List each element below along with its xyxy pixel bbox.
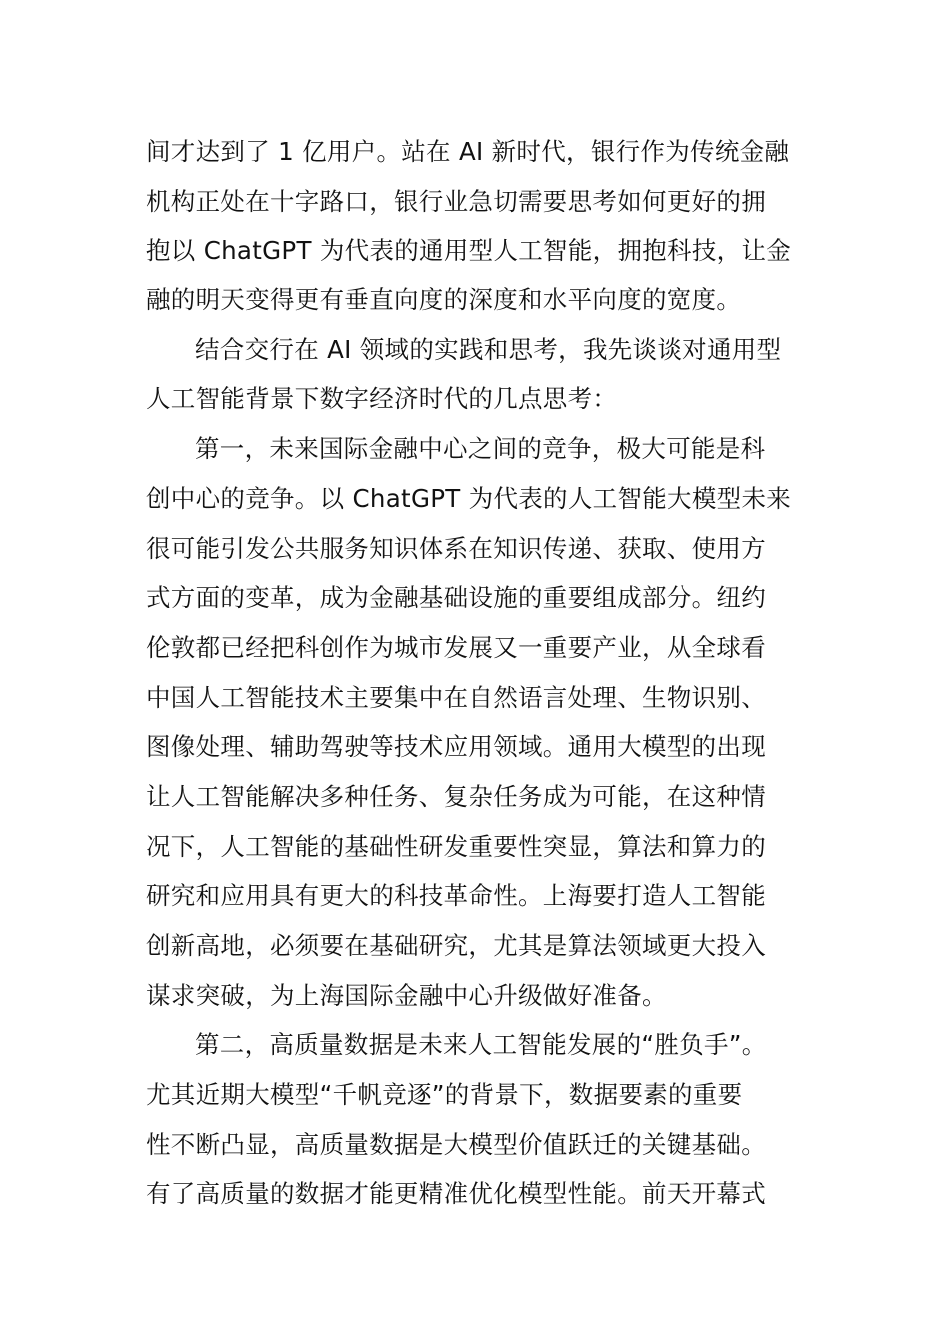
paragraph-start-line: 结合交行在 AI 领域的实践和思考，我先谈谈对通用型 [195,335,782,364]
text-line: 图像处理、辅助驾驶等技术应用领域。通用大模型的出现 [146,732,766,761]
paragraph-start-line: 第二，高质量数据是未来人工智能发展的“胜负手”。 [195,1030,767,1059]
text-line: 性不断凸显，高质量数据是大模型价值跃迁的关键基础。 [146,1130,766,1159]
paragraph-start-line: 第一，未来国际金融中心之间的竞争，极大可能是科 [195,434,766,463]
text-line: 式方面的变革，成为金融基础设施的重要组成部分。纽约 [146,583,766,612]
text-line: 中国人工智能技术主要集中在自然语言处理、生物识别、 [146,683,766,712]
text-line: 融的明天变得更有垂直向度的深度和水平向度的宽度。 [146,285,742,314]
text-line: 创中心的竞争。以 ChatGPT 为代表的人工智能大模型未来 [146,484,792,513]
text-line: 况下，人工智能的基础性研发重要性突显，算法和算力的 [146,832,766,861]
text-line: 间才达到了 1 亿用户。站在 AI 新时代，银行作为传统金融 [146,137,790,166]
text-line: 让人工智能解决多种任务、复杂任务成为可能，在这种情 [146,782,766,811]
text-line: 创新高地，必须要在基础研究，尤其是算法领域更大投入 [146,931,766,960]
text-line: 有了高质量的数据才能更精准优化模型性能。前天开幕式 [146,1179,766,1208]
text-line: 谋求突破，为上海国际金融中心升级做好准备。 [146,981,667,1010]
text-line: 人工智能背景下数字经济时代的几点思考： [146,384,618,413]
text-line: 抱以 ChatGPT 为代表的通用型人工智能，拥抱科技，让金 [146,236,792,265]
text-line: 很可能引发公共服务知识体系在知识传递、获取、使用方 [146,534,766,563]
text-line: 尤其近期大模型“千帆竞逐”的背景下，数据要素的重要 [146,1080,743,1109]
text-line: 伦敦都已经把科创作为城市发展又一重要产业，从全球看 [146,633,766,662]
text-line: 研究和应用具有更大的科技革命性。上海要打造人工智能 [146,881,766,910]
text-line: 机构正处在十字路口，银行业急切需要思考如何更好的拥 [146,187,766,216]
